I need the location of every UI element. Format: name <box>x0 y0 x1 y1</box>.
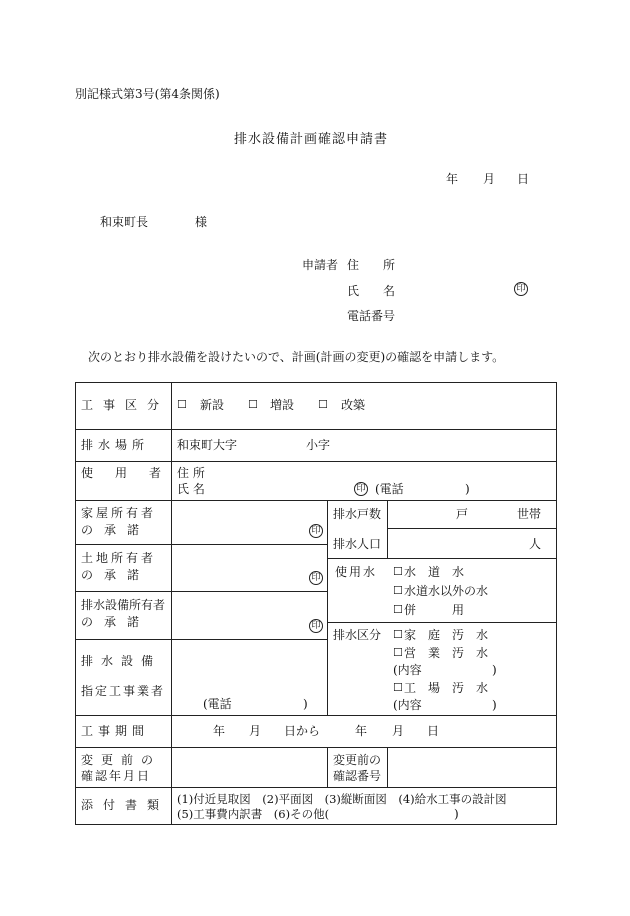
drain-home-checkbox[interactable]: ☐ <box>393 628 403 641</box>
period-start-year: 年 <box>213 724 226 738</box>
water-combined-label: 併 用 <box>404 603 465 617</box>
user-label: 使用者 <box>81 466 184 480</box>
date-year-label: 年 <box>446 172 459 186</box>
work-type-rebuild-checkbox[interactable]: ☐ <box>318 398 328 411</box>
water-combined-checkbox[interactable]: ☐ <box>393 603 403 616</box>
applicant-seal-icon: 印 <box>514 282 528 296</box>
date-day-label: 日 <box>517 172 530 186</box>
facility-owner-seal-icon: 印 <box>309 619 323 633</box>
form-reference: 別記様式第3号(第4条関係) <box>75 87 220 101</box>
work-type-rebuild-label: 改築 <box>341 398 366 412</box>
date-month-label: 月 <box>483 172 496 186</box>
intro-text: 次のとおり排水設備を設けたいので、計画(計画の変更)の確認を申請します。 <box>88 350 505 364</box>
period-end-day: 日 <box>427 724 440 738</box>
water-label: 使用水 <box>335 565 378 579</box>
applicant-phone-label: 電話番号 <box>347 309 396 323</box>
period-end-year: 年 <box>355 724 368 738</box>
drain-business-content-open: (内容 <box>393 663 422 677</box>
facility-owner-label-1: 排水設備所有者 <box>81 598 166 612</box>
applicant-label: 申請者 <box>302 258 339 272</box>
water-tap-checkbox[interactable]: ☐ <box>393 565 403 578</box>
addressee-name: 和束町長 <box>100 215 149 229</box>
house-owner-seal-icon: 印 <box>309 524 323 538</box>
work-type-new-label: 新設 <box>200 398 225 412</box>
location-village[interactable]: 和束町大字 <box>177 438 238 452</box>
drain-business-label: 営 業 汚 水 <box>404 646 489 660</box>
work-type-new-checkbox[interactable]: ☐ <box>177 398 187 411</box>
drain-type-label: 排水区分 <box>333 628 382 642</box>
work-type-addition-checkbox[interactable]: ☐ <box>248 398 258 411</box>
households-unit: 戸 <box>456 507 469 521</box>
facility-owner-label-2: の承諾 <box>81 615 151 629</box>
drain-home-label: 家 庭 汚 水 <box>404 628 489 642</box>
drain-factory-content-open: (内容 <box>393 698 422 712</box>
applicant-name-label: 氏 名 <box>347 284 396 298</box>
location-label: 排水場所 <box>81 438 150 452</box>
user-address-label: 住 所 <box>177 466 205 480</box>
period-start-month: 月 <box>249 724 262 738</box>
contractor-label-1: 排水設備 <box>81 654 162 668</box>
population-unit: 人 <box>529 537 542 551</box>
document-title: 排水設備計画確認申請書 <box>234 132 389 147</box>
water-other-checkbox[interactable]: ☐ <box>393 584 403 597</box>
change-date-label-2: 確認年月日 <box>81 769 152 783</box>
drain-business-checkbox[interactable]: ☐ <box>393 646 403 659</box>
contractor-phone-close: ) <box>303 697 308 711</box>
period-start-day: 日から <box>284 724 321 738</box>
land-owner-label-1: 土地所有者 <box>81 551 157 565</box>
land-owner-label-2: の承諾 <box>81 568 151 582</box>
attachments-label: 添付書類 <box>81 798 170 812</box>
period-end-month: 月 <box>392 724 405 738</box>
attachments-line-2-close: ) <box>454 807 459 821</box>
drain-business-content-close: ) <box>492 663 497 677</box>
change-no-label-2: 確認番号 <box>333 769 382 783</box>
water-tap-label: 水 道 水 <box>404 565 465 579</box>
work-type-addition-label: 増設 <box>270 398 295 412</box>
contractor-phone-open: (電話 <box>203 697 232 711</box>
work-type-label: 工事区分 <box>81 398 170 412</box>
user-name-label: 氏 名 <box>177 482 205 496</box>
households-unit-setai: 世帯 <box>517 507 542 521</box>
applicant-address-label: 住 所 <box>347 258 396 272</box>
land-owner-seal-icon: 印 <box>309 571 323 585</box>
water-other-label: 水道水以外の水 <box>404 584 489 598</box>
location-sub-area[interactable]: 小字 <box>306 438 331 452</box>
drain-factory-content-close: ) <box>492 698 497 712</box>
period-label: 工事期間 <box>81 724 150 738</box>
attachments-line-2: (5)工事費内訳書 (6)その他( <box>177 807 330 821</box>
user-phone-close: ) <box>465 482 470 496</box>
households-label: 排水戸数 <box>333 507 382 521</box>
house-owner-label-2: の承諾 <box>81 523 151 537</box>
addressee-suffix: 様 <box>195 215 208 229</box>
user-phone-open: (電話 <box>375 482 404 496</box>
contractor-label-2: 指定工事業者 <box>81 684 166 698</box>
change-date-label-1: 変更前の <box>81 753 162 767</box>
change-no-label-1: 変更前の <box>333 753 382 767</box>
drain-factory-checkbox[interactable]: ☐ <box>393 681 403 694</box>
user-seal-icon: 印 <box>354 482 368 496</box>
house-owner-label-1: 家屋所有者 <box>81 506 157 520</box>
population-label: 排水人口 <box>333 537 382 551</box>
drain-factory-label: 工 場 汚 水 <box>404 681 489 695</box>
attachments-line-1: (1)付近見取図 (2)平面図 (3)縦断面図 (4)給水工事の設計図 <box>177 792 507 806</box>
